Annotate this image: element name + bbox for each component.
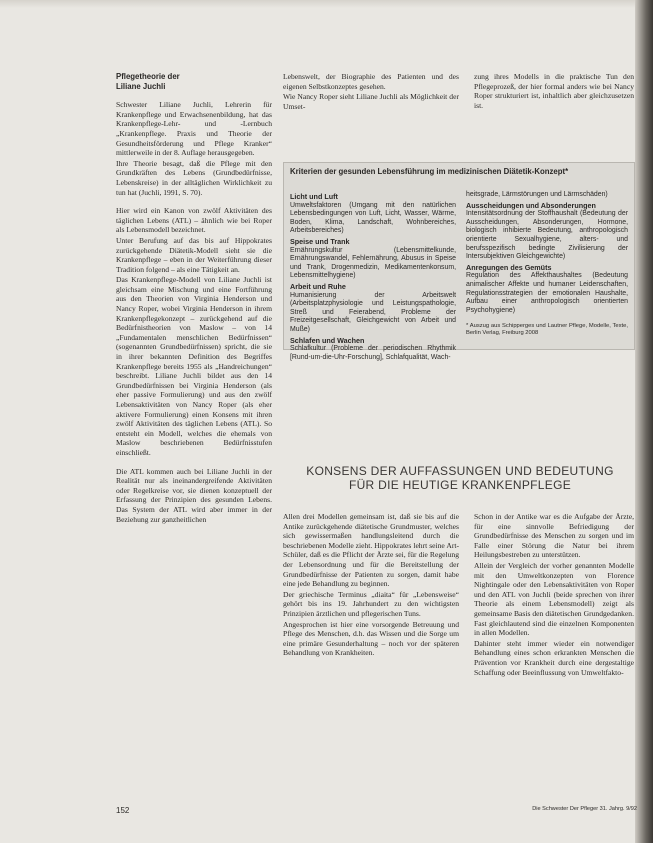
- headline-line-1: KONSENS DER AUFFASSUNGEN UND BEDEUTUNG: [306, 464, 614, 478]
- section-title: Pflegetheorie der: [116, 72, 180, 81]
- headline-line-2: FÜR DIE HEUTIGE KRANKENPFLEGE: [348, 478, 572, 492]
- infobox-text: Intensitätsordnung der Stoffhaushalt (Bedeutung der Ausscheidungen, Absonderungen, Hormone, biologisch inhibierte Bedeutung, anthropologisch orientierte Sexualhygiene, alters- und berufsspezifisch bedingte Zivilisierung der Intersubjektiven Gleichgewichte): [466, 210, 628, 261]
- paragraph: Wie Nancy Roper sieht Liliane Juchli als Möglichkeit der Umset-: [283, 92, 459, 111]
- paragraph: zung ihres Modells in die praktische Tun den Pflegeprozeß, der hier formal anders wie bei Nancy Roper strukturiert ist, inhaltlich aber gleichzusetzen ist.: [474, 72, 634, 110]
- infobox-heading: Ausscheidungen und Absonderungen: [466, 200, 596, 210]
- infobox-text: Umweltsfaktoren (Umgang mit den natürlichen Lebensbedingungen von Luft, Licht, Wasser, Wärme, Boden, Klima, Landschaft, Wohnbereiches, Arbeitsbereiches): [290, 201, 456, 235]
- journal-footer: Die Schwester Der Pfleger 31. Jahrg. 9/92: [532, 806, 637, 812]
- text-column-5: [474, 512, 634, 678]
- infobox-text: Ernährungskultur (Lebensmittelkunde, Ernährungswandel, Fehlernährung, Abusus in Speise und Trank, Drogenmedizin, Medikamentenkonsum, Lebensmittelhygiene): [290, 246, 456, 280]
- section-title-name: Liliane Juchli: [116, 81, 166, 91]
- infobox-heading: Licht und Luft: [290, 192, 338, 201]
- page-number: 152: [116, 806, 130, 815]
- paragraph: Schwester Liliane Juchli, Lehrerin für Krankenpflege und Erwachsenenbildung, hat das Krankenpflege-Lehr- und -Lernbuch „Krankenpflege. Praxis und Theorie der Gesundheitsförderung und Pflege Kranker“ mittlerweile in der 8. Auflage herausgegeben.: [116, 100, 272, 158]
- infobox-text: Humanisierung der Arbeitswelt (Arbeitsplatzphysiologie und Leistungspathologie, Streß und Feierabend, Probleme der Freizeitgesellschaft, Gleichgewicht von Arbeit und Muße): [290, 291, 456, 333]
- paragraph: Hier wird ein Kanon von zwölf Aktivitäten des täglichen Lebens (ATL) – ähnlich wie bei Roper als Lebensmodell bezeichnet.: [116, 206, 272, 235]
- infobox-title: Kriterien der gesunden Lebensführung im medizinischen Diätetik-Konzept*: [290, 167, 569, 176]
- paragraph: Das Krankenpflege-Modell von Liliane Juchli ist gleichsam eine Mischung und eine Fortführung aus den Theorien von Virginia Henderson und Nancy Roper, wobei Virginia Henderson in ihrem Krankenpflegekonzept – zurückgehend auf die Bedürfnistheorien von Maslow – von 14 „Fundamentalen menschlichen Bedürfnissen“ (sogenannten Grundbedürfnissen) spricht, die sie in ihrer bekannten Definition des Begriffes Krankenpflege bereits 1955 als „Handreichungen“ beschreibt. Liliane Juchli bildet aus den 14 Grundbedürfnissen bei Virginia Henderson (als eher passive Formulierung) und aus den zwölf Lebensaktivitäten von Nancy Roper (als eher aktivere Formulierung) einen Konsens mit ihren zwölf Aktivitäten des täglichen Lebens (ATL). So entsteht ein Modell, welches die ehemals von Maslow beschriebenen Bedürfnisstufen einschließt.: [116, 275, 272, 457]
- text-column-1: [116, 72, 272, 525]
- scan-shadow-top: [0, 0, 653, 8]
- infobox-heading: Anregungen des Gemüts: [466, 262, 552, 272]
- infobox-heading: Speise und Trank: [290, 236, 350, 246]
- infobox-text: heitsgrade, Lärmstörungen und Lärmschäden): [466, 191, 608, 198]
- paragraph: Ihre Theorie besagt, daß die Pflege mit den Grundkräften des Lebens (Grundbedürfnisse, Lebenskreise) in der alltäglichen Wirklichkeit zu tun hat (Juchli, 1991, S. 70).: [116, 158, 272, 197]
- paragraph: Schon in der Antike war es die Aufgabe der Ärzte, für eine sinnvolle Befriedigung der Grundbedürfnisse des Menschen zu sorgen und im Falle einer Störung die Natur bei ihrem Heilungsbestreben zu unterstützen.: [474, 512, 634, 560]
- paragraph: Allein der Vergleich der vorher genannten Modelle mit den Umweltkonzepten von Florence Nightingale oder den Lebensaktivitäten von Roper und den ATL von Juchli (beide sprechen von ihrer Theorie als einem Lebensmodell) zeigt als gemeinsame Basis den diätetischen Grundgedanken. Fast gleichlautend sind die einzelnen Komponenten in allen Modellen.: [474, 560, 634, 638]
- paragraph: Angesprochen ist hier eine vorsorgende Betreuung und Pflege des Menschen, d.h. das Wissen und die Sorge um eine primäre Gesunderhaltung – noch vor der späteren Behandlung von Krankheiten.: [283, 619, 459, 658]
- paragraph: Lebenswelt, der Biographie des Patienten und des eigenen Selbstkonzeptes gesehen.: [283, 72, 459, 91]
- criteria-infobox: [283, 162, 635, 361]
- infobox-text: Schlafkultur (Probleme der periodischen Rhythmik [Rund-um-die-Uhr-Forschung], Schlafqualität, Wach-: [290, 345, 456, 361]
- paragraph: Unter Berufung auf das bis auf Hippokrates zurückgehende Diätetik-Modell sieht sie die Krankenpflege – eben in der Weiterführung dieser Tradition folgend – als eine Tätigkeit an.: [116, 235, 272, 274]
- infobox-heading: Schlafen und Wachen: [290, 335, 365, 345]
- article-headline: [283, 464, 637, 492]
- paragraph: Allen drei Modellen gemeinsam ist, daß sie bis auf die Antike zurückgehende diätetische Grundmuster, welches sich gewissermaßen handlungsleitend durch die beschriebenen Modelle zieht. Hippokrates lehrt seine Art-Schüler, daß es die Pflicht der Ärzte sei, für die Regelung der Lebensordnung und für die Bereitstellung der Grundbedürfnisse der Patienten zu sorgen, damit habe eine jede Behandlung zu beginnen.: [283, 512, 459, 589]
- infobox-column-right: [466, 191, 628, 338]
- paragraph: Die ATL kommen auch bei Liliane Juchli in der Realität nur als ineinandergreifende Aktivitäten oder Regelkreise vor, sie dienen konzeptuell der Erfassung der Prinzipien des gesunden Lebens. Das System der ATL wird aber immer in der Beziehung zur ganzheitlichen: [116, 466, 272, 524]
- text-column-3: [474, 72, 634, 111]
- paragraph: Dahinter steht immer wieder ein notwendiger Behandlung eines schon erkrankten Menschen die Prävention vor Krankheit durch eine dergestaltige Schaffung oder Beeinflussung von Umweltfakto-: [474, 638, 634, 677]
- infobox-column-left: [290, 191, 456, 363]
- infobox-text: Regulation des Affekthaushaltes (Bedeutung animalischer Affekte und humaner Leidenschaften, Regulationsstrategien der emotionalen Haushalte, Aufbau einer anthropologisch orientierten Psychohygiene): [466, 272, 628, 314]
- infobox-footnote: * Auszug aus Schipperges und Lautner Pflege, Modelle, Texte, Berlin Verlag, Freiburg 2008: [466, 323, 628, 337]
- infobox-heading: Arbeit und Ruhe: [290, 281, 346, 291]
- scan-shadow-edge: [635, 0, 653, 843]
- text-column-4: [283, 512, 459, 659]
- paragraph: Der griechische Terminus „diaita“ für „Lebensweise“ gehört bis ins 19. Jahrhundert zu den wichtigsten Prinzipien ärztlichen und pflegerischen Tuns.: [283, 589, 459, 618]
- text-column-2: [283, 72, 459, 112]
